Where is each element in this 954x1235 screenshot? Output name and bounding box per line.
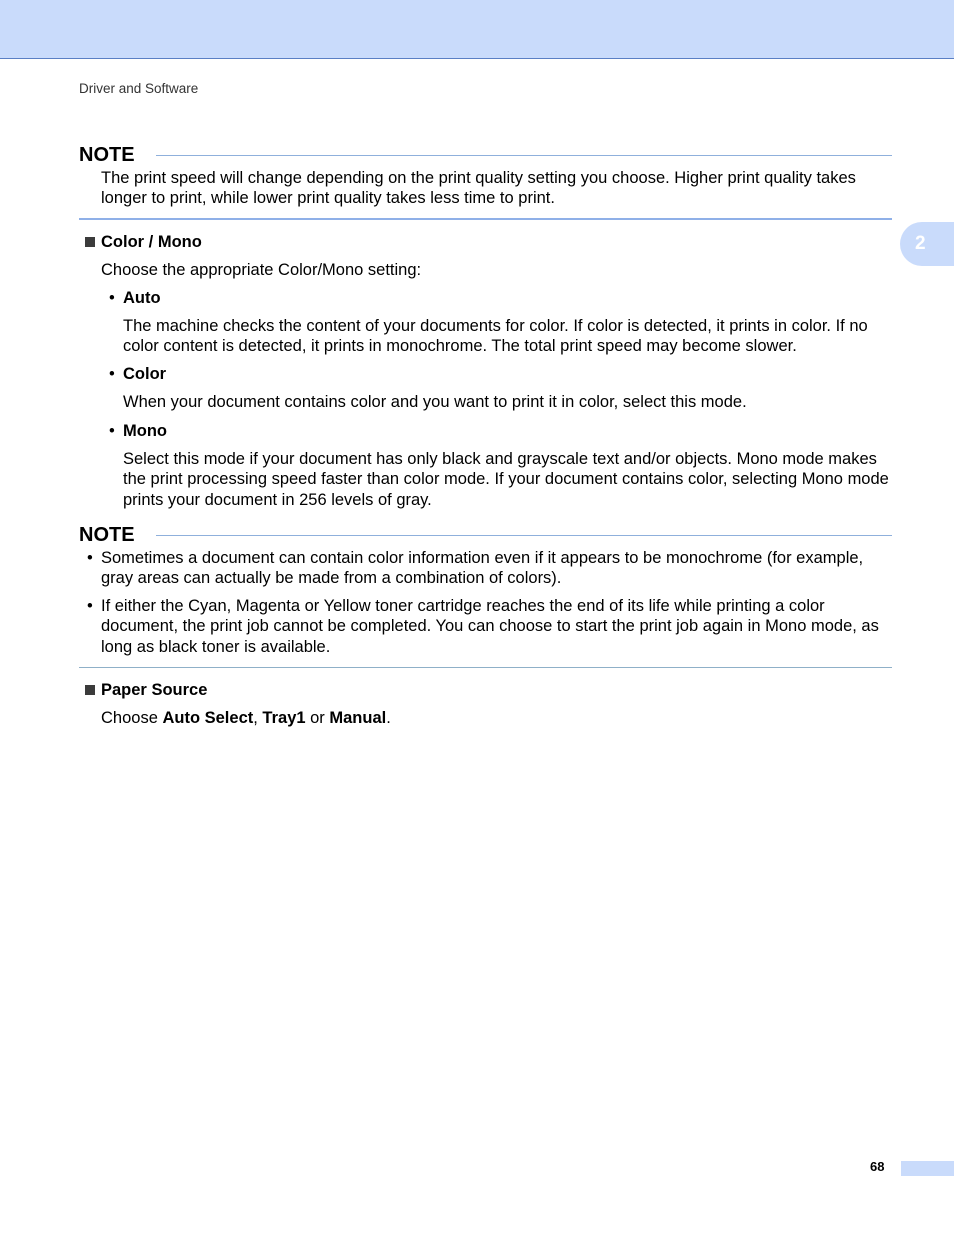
note-heading: NOTE [79, 144, 135, 166]
chapter-tab: 2 [900, 222, 954, 266]
note-item: If either the Cyan, Magenta or Yellow toner cartridge reaches the end of its life while printing a color document, the print job cannot be completed. You can choose to start the print job again in Mono mode, as long as black toner is available. [101, 597, 879, 656]
option-label-color: Color [123, 365, 167, 383]
section-title-paper-source: Paper Source [101, 681, 208, 699]
footer-tab [901, 1161, 954, 1176]
square-bullet-icon [85, 685, 95, 695]
section-title-color-mono: Color / Mono [101, 233, 202, 251]
bullet-dot-icon: • [87, 549, 93, 567]
bullet-dot-icon: • [87, 597, 93, 615]
option-text-auto: The machine checks the content of your documents for color. If color is detected, it prints in color. If no color content is detected, it prints in monochrome. The total print speed may become slower. [123, 317, 868, 356]
option-label-mono: Mono [123, 422, 167, 440]
note-text: The print speed will change depending on the print quality setting you choose. Higher print quality takes longer to print, while lower print quality takes less time to print. [101, 169, 856, 208]
note-heading-rule [156, 535, 892, 536]
section-intro: Choose the appropriate Color/Mono setting: [101, 261, 422, 279]
square-bullet-icon [85, 237, 95, 247]
note-heading-rule [156, 155, 892, 156]
option-text-mono: Select this mode if your document has only black and grayscale text and/or objects. Mono mode makes the print processing speed faster than color mode. If your document contains color, selecting Mono mode prints your document in 256 levels of gray. [123, 450, 889, 509]
note-end-rule [79, 218, 892, 220]
note-end-rule [79, 667, 892, 668]
bullet-dot-icon: • [109, 289, 115, 307]
page-number: 68 [870, 1159, 885, 1174]
paper-source-text: Choose Auto Select, Tray1 or Manual. [101, 709, 391, 727]
bullet-dot-icon: • [109, 422, 115, 440]
note-item: Sometimes a document can contain color information even if it appears to be monochrome (for example, gray areas can actually be made from a combination of colors). [101, 549, 864, 588]
note-heading: NOTE [79, 524, 135, 546]
option-label-auto: Auto [123, 289, 161, 307]
running-header: Driver and Software [79, 81, 199, 96]
bullet-dot-icon: • [109, 365, 115, 383]
header-band [0, 0, 954, 59]
option-text-color: When your document contains color and you want to print it in color, select this mode. [123, 393, 747, 411]
